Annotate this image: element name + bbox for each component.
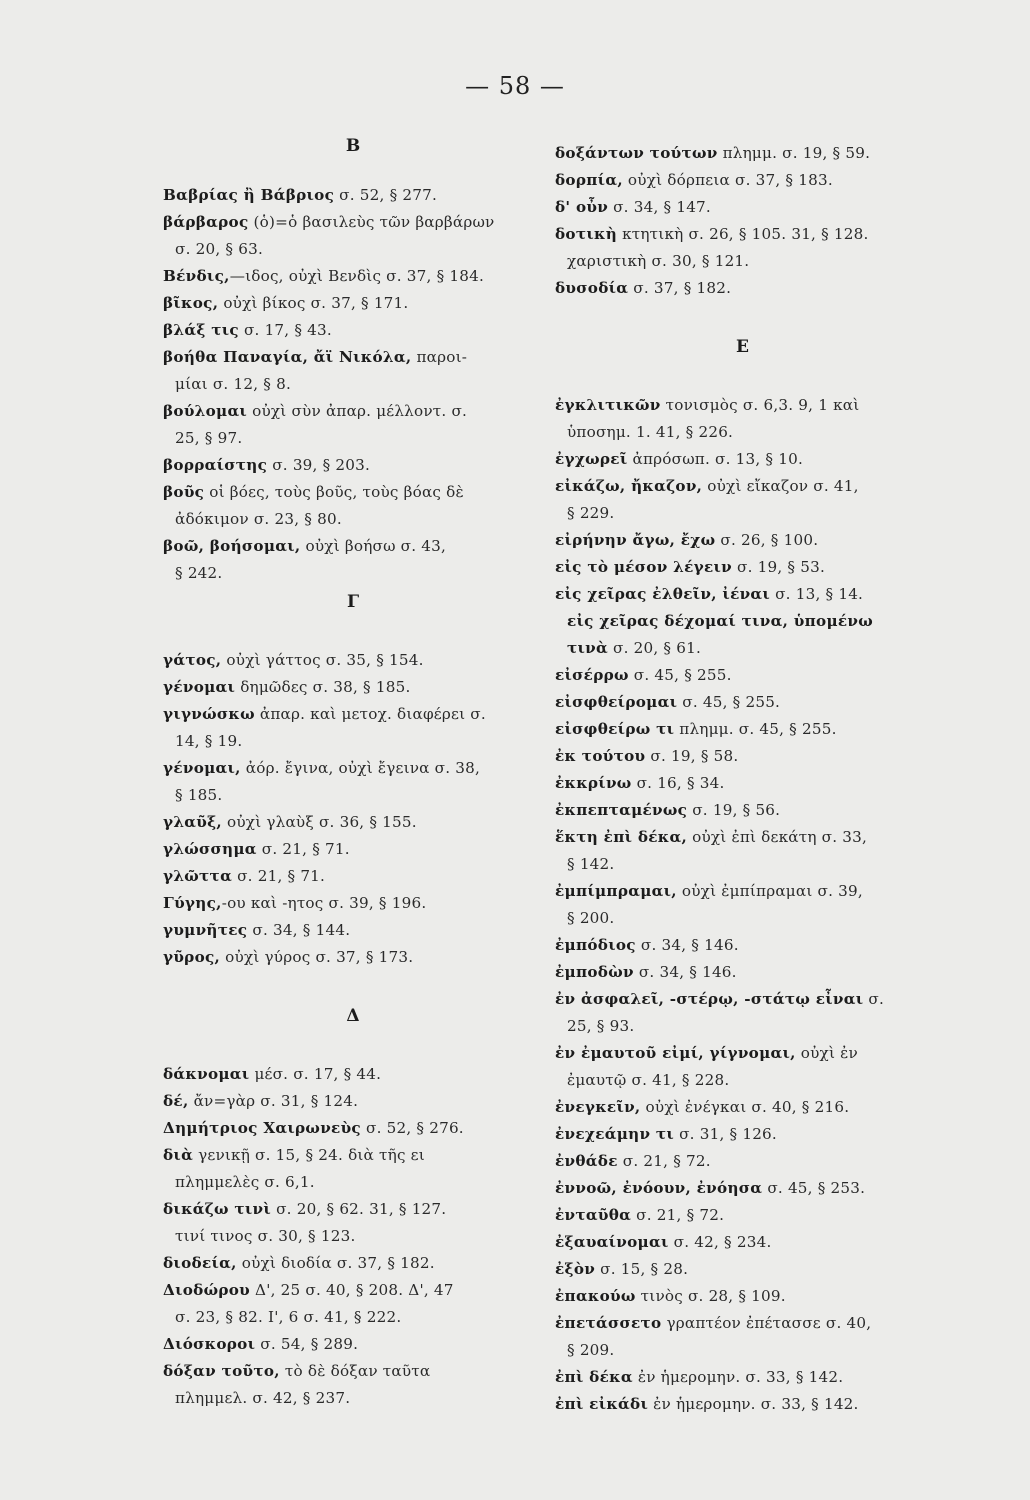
entry-reference: σ. 34, § 147. [608, 198, 711, 216]
entry-reference: μίαι σ. 12, § 8. [175, 375, 291, 393]
index-entry-continuation [163, 1169, 543, 1196]
entry-lemma: ἐξὸν [555, 1260, 596, 1278]
entry-lemma: διὰ [163, 1146, 194, 1164]
entry-lemma: ἐνταῦθα [555, 1206, 632, 1224]
index-entry-continuation [163, 728, 543, 755]
left-column [163, 136, 543, 1412]
entry-reference: οὐχὶ γύρος σ. 37, § 173. [220, 948, 414, 966]
entry-reference: γενικῇ σ. 15, § 24. διὰ τῆς ει [193, 1146, 425, 1164]
entry-reference: οὐχὶ ἐν [795, 1044, 858, 1062]
spacer [163, 617, 543, 647]
entry-reference: μέσ. σ. 17, § 44. [249, 1065, 382, 1083]
entry-reference: ἄν=γὰρ σ. 31, § 124. [188, 1092, 359, 1110]
entry-reference: Δ', 25 σ. 40, § 208. Δ', 47 [250, 1281, 454, 1299]
index-entry-continuation [163, 371, 543, 398]
entry-lemma: ἐνεγκεῖν, [555, 1098, 641, 1116]
spacer [163, 971, 543, 1001]
index-entry [555, 1229, 930, 1256]
entry-reference: τὸ δὲ δόξαν ταῦτα [279, 1362, 431, 1380]
section-heading: Δ [346, 1006, 360, 1026]
entry-reference: οὐχὶ διοδία σ. 37, § 182. [236, 1254, 435, 1272]
entry-reference: οὐχὶ εἴκαζον σ. 41, [702, 477, 859, 495]
index-entry [163, 701, 543, 728]
entry-reference: σ. 52, § 276. [360, 1119, 464, 1137]
index-entry [163, 917, 543, 944]
entry-lemma: ἐν ἐμαυτοῦ εἰμί, γίγνομαι, [555, 1044, 796, 1062]
index-entry [555, 527, 930, 554]
entry-lemma: ἐν ἀσφαλεῖ, -στέρῳ, -στάτῳ εἶναι [555, 990, 864, 1008]
entry-lemma: βῖκος, [163, 294, 219, 312]
entry-reference: οὐχὶ βοήσω σ. 43, [300, 537, 447, 555]
entry-lemma: δέ, [163, 1092, 189, 1110]
entry-reference: § 229. [567, 504, 615, 522]
index-entry-continuation [555, 851, 930, 878]
entry-reference: σ. 21, § 72. [631, 1206, 725, 1224]
entry-reference: οὐχὶ γλαὺξ σ. 36, § 155. [221, 813, 417, 831]
entry-lemma: Δημήτριος Χαιρωνεὺς [163, 1119, 361, 1137]
index-entry [163, 398, 543, 425]
entry-reference: ἀπαρ. καὶ μετοχ. διαφέρει σ. [254, 705, 486, 723]
entry-lemma: εἰσφθείρομαι [555, 693, 678, 711]
index-entry [555, 689, 930, 716]
index-entry [555, 221, 930, 248]
entry-lemma: βοήθα Παναγία, ἄϊ Νικόλα, [163, 348, 412, 366]
entry-lemma: Διοδώρου [163, 1281, 251, 1299]
index-entry-continuation [555, 419, 930, 446]
entry-lemma: ἐπετάσσετο [555, 1314, 662, 1332]
spacer [163, 1031, 543, 1061]
index-entry [555, 878, 930, 905]
index-entry [555, 140, 930, 167]
index-entry-continuation [555, 500, 930, 527]
entry-reference: σ. 21, § 71. [256, 840, 350, 858]
index-entry [555, 797, 930, 824]
index-entry-continuation [555, 248, 930, 275]
entry-reference: οὐχὶ ἐπὶ δεκάτη σ. 33, [687, 828, 868, 846]
index-entry [555, 1148, 930, 1175]
index-entry-continuation [163, 1304, 543, 1331]
entry-reference: πλημμελὲς σ. 6,1. [175, 1173, 315, 1191]
index-entry [163, 290, 543, 317]
entry-lemma: δοξάντων τούτων [555, 144, 718, 162]
entry-lemma: γιγνώσκω [163, 705, 255, 723]
entry-lemma: εἰσφθείρω τι [555, 720, 675, 738]
section-heading: Β [345, 136, 361, 156]
entry-lemma: γυμνῆτες [163, 921, 248, 939]
entry-reference: πλημμ. σ. 45, § 255. [674, 720, 837, 738]
index-entry [555, 275, 930, 302]
index-entry [555, 446, 930, 473]
entry-reference: χαριστικὴ σ. 30, § 121. [567, 252, 750, 270]
entry-lemma: ἐμπίμπραμαι, [555, 882, 677, 900]
entry-lemma: ἐξαυαίνομαι [555, 1233, 669, 1251]
entry-reference: τινί τινος σ. 30, § 123. [175, 1227, 356, 1245]
index-entry [555, 1202, 930, 1229]
index-entry [163, 344, 543, 371]
index-entry [555, 194, 930, 221]
spacer [555, 302, 930, 332]
entry-reference: 14, § 19. [175, 732, 243, 750]
entry-lemma: εἰς χεῖρας δέχομαί τινα, ὑπομένω [567, 612, 874, 630]
index-entry [555, 1364, 930, 1391]
index-entry [163, 452, 543, 479]
index-entry [555, 1094, 930, 1121]
entry-reference: σ. [863, 990, 885, 1008]
index-entry [163, 1115, 543, 1142]
entry-reference: σ. 17, § 43. [238, 321, 332, 339]
entry-reference: σ. 21, § 72. [617, 1152, 711, 1170]
index-entry [555, 716, 930, 743]
index-entry [555, 1121, 930, 1148]
entry-reference: παροι- [411, 348, 468, 366]
entry-lemma: ἐπὶ δέκα [555, 1368, 633, 1386]
entry-reference: πλημμελ. σ. 42, § 237. [175, 1389, 351, 1407]
index-entry [555, 1310, 930, 1337]
index-entry [163, 836, 543, 863]
index-entry [555, 473, 930, 500]
index-entry [163, 1358, 543, 1385]
entry-lemma: ἐκπεπταμένως [555, 801, 688, 819]
entry-reference: πλημμ. σ. 19, § 59. [717, 144, 871, 162]
index-entry [163, 263, 543, 290]
entry-reference: σ. 39, § 203. [267, 456, 371, 474]
index-entry [163, 533, 543, 560]
index-entry [163, 890, 543, 917]
index-entry-continuation [163, 236, 543, 263]
entry-reference: § 185. [175, 786, 223, 804]
entry-reference: οὐχὶ ἐνέγκαι σ. 40, § 216. [640, 1098, 850, 1116]
index-entry [163, 1142, 543, 1169]
index-entry [163, 1196, 543, 1223]
index-entry-continuation [163, 1223, 543, 1250]
entry-lemma: Βαβρίας ἢ Βάβριος [163, 186, 335, 204]
entry-lemma: εἰς χεῖρας ἐλθεῖν, ἰέναι [555, 585, 771, 603]
index-entry [555, 1256, 930, 1283]
index-entry [163, 863, 543, 890]
entry-reference: σ. 42, § 234. [668, 1233, 772, 1251]
entry-lemma: γένομαι [163, 678, 236, 696]
index-entry [163, 1277, 543, 1304]
entry-lemma: ἐμποδὼν [555, 963, 634, 981]
entry-lemma: ἐγκλιτικῶν [555, 396, 661, 414]
entry-reference: σ. 54, § 289. [255, 1335, 359, 1353]
page-number: — 58 — [465, 72, 565, 100]
entry-reference: -ου καὶ -ητος σ. 39, § 196. [221, 894, 427, 912]
index-entry-continuation [555, 635, 930, 662]
index-entry [163, 317, 543, 344]
section-heading: Γ [346, 592, 360, 612]
entry-reference: σ. 19, § 56. [687, 801, 781, 819]
entry-reference: οἱ βόες, τοὺς βοῦς, τοὺς βόας δὲ [204, 483, 464, 501]
entry-reference: σ. 52, § 277. [334, 186, 438, 204]
entry-reference: σ. 45, § 255. [677, 693, 781, 711]
entry-reference: σ. 26, § 100. [715, 531, 819, 549]
entry-reference: σ. 20, § 63. [175, 240, 263, 258]
index-entry-continuation [555, 608, 930, 635]
index-entry [555, 581, 930, 608]
entry-lemma: βοῦς [163, 483, 205, 501]
entry-lemma: δάκνομαι [163, 1065, 250, 1083]
index-entry [555, 986, 930, 1013]
index-entry [555, 770, 930, 797]
index-entry [555, 1391, 930, 1418]
index-entry [163, 209, 543, 236]
entry-reference: § 209. [567, 1341, 615, 1359]
entry-lemma: ἐνεχεάμην τι [555, 1125, 675, 1143]
entry-lemma: ἐμπόδιος [555, 936, 636, 954]
entry-lemma: εἰσέρρω [555, 666, 629, 684]
section-heading: Ε [736, 337, 749, 357]
entry-lemma: γλώσσημα [163, 840, 257, 858]
entry-lemma: ἐνθάδε [555, 1152, 618, 1170]
entry-reference: § 242. [175, 564, 223, 582]
entry-lemma: ἕκτη ἐπὶ δέκα, [555, 828, 688, 846]
entry-reference: οὐχὶ γάττος σ. 35, § 154. [221, 651, 424, 669]
index-entry [163, 647, 543, 674]
entry-lemma: δοτικὴ [555, 225, 618, 243]
entry-lemma: βάρβαρος [163, 213, 249, 231]
entry-reference: σ. 31, § 126. [674, 1125, 777, 1143]
entry-reference: τονισμὸς σ. 6,3. 9, 1 καὶ [660, 396, 860, 414]
entry-reference: σ. 13, § 14. [770, 585, 864, 603]
entry-reference: κτητικὴ σ. 26, § 105. 31, § 128. [617, 225, 869, 243]
entry-reference: ἀπρόσωπ. σ. 13, § 10. [627, 450, 804, 468]
entry-reference: δημῶδες σ. 38, § 185. [235, 678, 411, 696]
entry-lemma: ἐννοῶ, ἐνόουν, ἐνόησα [555, 1179, 763, 1197]
entry-reference: § 200. [567, 909, 615, 927]
index-entry [555, 1283, 930, 1310]
entry-reference: σ. 19, § 53. [731, 558, 825, 576]
entry-reference: οὐχὶ βίκος σ. 37, § 171. [218, 294, 409, 312]
entry-reference: σ. 37, § 182. [628, 279, 732, 297]
entry-reference: σ. 21, § 71. [232, 867, 326, 885]
entry-lemma: δορπία, [555, 171, 623, 189]
entry-lemma: εἰρήνην ἄγω, ἔχω [555, 531, 716, 549]
entry-lemma: γλῶττα [163, 867, 233, 885]
entry-lemma: γένομαι, [163, 759, 241, 777]
index-entry [555, 743, 930, 770]
entry-lemma: εἰς τὸ μέσον λέγειν [555, 558, 732, 576]
entry-lemma: Βένδις, [163, 267, 230, 285]
entry-reference: σ. 20, § 62. 31, § 127. [271, 1200, 447, 1218]
index-entry [163, 809, 543, 836]
entry-lemma: βοῶ, βοήσομαι, [163, 537, 301, 555]
entry-reference: ἀδόκιμον σ. 23, § 80. [175, 510, 342, 528]
entry-lemma: βορραίστης [163, 456, 268, 474]
index-entry [555, 824, 930, 851]
index-entry [163, 1331, 543, 1358]
entry-lemma: Διόσκοροι [163, 1335, 256, 1353]
index-entry-continuation [163, 425, 543, 452]
entry-reference: οὐχὶ ἐμπίπραμαι σ. 39, [676, 882, 863, 900]
index-entry [163, 1088, 543, 1115]
index-entry [163, 479, 543, 506]
entry-lemma: ἐκ τούτου [555, 747, 646, 765]
index-entry-continuation [555, 1337, 930, 1364]
entry-reference: σ. 45, § 255. [628, 666, 732, 684]
entry-reference: σ. 20, § 61. [608, 639, 702, 657]
index-entry [163, 1250, 543, 1277]
entry-reference: οὐχὶ δόρπεια σ. 37, § 183. [622, 171, 833, 189]
entry-reference: ἐμαυτῷ σ. 41, § 228. [567, 1071, 730, 1089]
entry-lemma: ἐκκρίνω [555, 774, 632, 792]
index-entry [555, 932, 930, 959]
index-entry-continuation [555, 905, 930, 932]
index-entry [555, 662, 930, 689]
index-entry [555, 959, 930, 986]
index-entry-continuation [555, 1067, 930, 1094]
index-entry-continuation [163, 1385, 543, 1412]
entry-reference: σ. 16, § 34. [631, 774, 725, 792]
entry-lemma: δ' οὖν [555, 198, 609, 216]
entry-reference: ἐν ἡμερομην. σ. 33, § 142. [648, 1395, 859, 1413]
entry-lemma: βλάξ τις [163, 321, 239, 339]
entry-reference: ἀόρ. ἔγινα, οὐχὶ ἔγεινα σ. 38, [240, 759, 481, 777]
right-column [555, 140, 930, 1418]
spacer [555, 362, 930, 392]
index-entry-continuation [163, 506, 543, 533]
index-entry-continuation [163, 560, 543, 587]
index-entry [163, 755, 543, 782]
entry-lemma: τινὰ [567, 639, 608, 657]
index-entry [163, 182, 543, 209]
index-entry [163, 944, 543, 971]
entry-lemma: διοδεία, [163, 1254, 237, 1272]
entry-reference: γραπτέον ἐπέτασσε σ. 40, [661, 1314, 872, 1332]
entry-reference: (ὁ)=ὁ βασιλεὺς τῶν βαρβάρων [248, 213, 495, 231]
entry-lemma: ἐγχωρεῖ [555, 450, 628, 468]
index-entry [555, 392, 930, 419]
index-entry [555, 167, 930, 194]
entry-lemma: ἐπακούω [555, 1287, 636, 1305]
entry-lemma: δόξαν τοῦτο, [163, 1362, 280, 1380]
entry-reference: —ιδος, οὐχὶ Βενδὶς σ. 37, § 184. [229, 267, 485, 285]
entry-reference: τινὸς σ. 28, § 109. [635, 1287, 786, 1305]
index-entry-continuation [555, 1013, 930, 1040]
entry-lemma: βούλομαι [163, 402, 248, 420]
entry-reference: 25, § 97. [175, 429, 243, 447]
entry-lemma: γῦρος, [163, 948, 221, 966]
entry-reference: σ. 19, § 58. [645, 747, 739, 765]
entry-reference: σ. 34, § 146. [635, 936, 739, 954]
entry-lemma: γλαῦξ, [163, 813, 222, 831]
entry-lemma: δικάζω τινὶ [163, 1200, 272, 1218]
entry-reference: σ. 34, § 146. [633, 963, 737, 981]
entry-reference: σ. 34, § 144. [247, 921, 351, 939]
entry-lemma: εἰκάζω, ἤκαζον, [555, 477, 703, 495]
index-entry [163, 674, 543, 701]
entry-lemma: ἐπὶ εἰκάδι [555, 1395, 649, 1413]
entry-reference: σ. 23, § 82. Ι', 6 σ. 41, § 222. [175, 1308, 402, 1326]
entry-reference: § 142. [567, 855, 615, 873]
index-entry [555, 554, 930, 581]
index-entry-continuation [163, 782, 543, 809]
entry-lemma: Γύγης, [163, 894, 222, 912]
entry-lemma: δυσοδία [555, 279, 629, 297]
entry-lemma: γάτος, [163, 651, 222, 669]
entry-reference: ἐν ἡμερομην. σ. 33, § 142. [632, 1368, 844, 1386]
index-entry [555, 1040, 930, 1067]
entry-reference: ὑποσημ. 1. 41, § 226. [567, 423, 734, 441]
entry-reference: σ. 45, § 253. [762, 1179, 866, 1197]
entry-reference: 25, § 93. [567, 1017, 635, 1035]
entry-reference: οὐχὶ σὺν ἀπαρ. μέλλοντ. σ. [247, 402, 468, 420]
index-entry [555, 1175, 930, 1202]
index-entry [163, 1061, 543, 1088]
entry-reference: σ. 15, § 28. [595, 1260, 689, 1278]
